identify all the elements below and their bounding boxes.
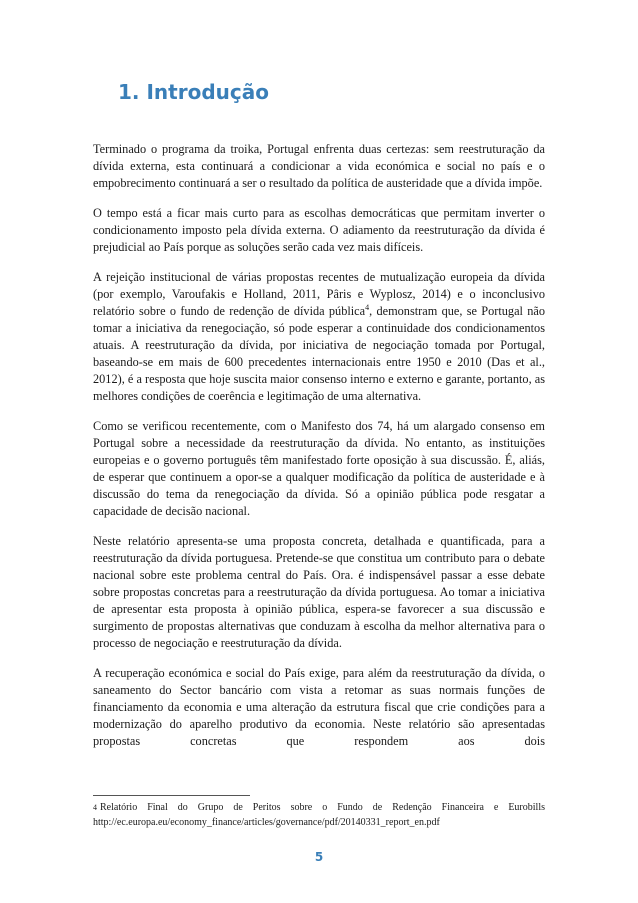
paragraph: Terminado o programa da troika, Portugal enfrenta duas certezas: sem reestruturação da dívida externa, esta continuará a condicionar a vida económica e social no país e o empobrecimento continuará a ser o resultado da política de austeridade que a dívida impõe. (93, 142, 545, 190)
footnote-text: Relatório Final do Grupo de Peritos sobre o Fundo de Redenção Financeira e Eurobills http://ec.europa.eu/economy_finance/articles/governance/pdf/20140331_report_en.pdf (93, 802, 545, 828)
body-text (93, 141, 545, 763)
page-number: 5 (314, 850, 324, 864)
section-heading: 1. Introdução (118, 80, 269, 104)
footnote-divider (93, 795, 250, 796)
paragraph-text: , demonstram que, se Portugal não tomar a iniciativa da renegociação, só pode esperar a continuidade dos condicionamentos atuais. A reestruturação da dívida, por iniciativa de negociação tomada por Portugal, baseando-se em mais de 600 precedentes internacionais entre 1950 e 2010 (Das et al., 2012), é a resposta que hoje suscita maior consenso interno e externo e garante, portanto, as melhores condições de coerência e legitimação de uma alternativa. (93, 304, 546, 403)
paragraph: Como se verificou recentemente, com o Manifesto dos 74, há um alargado consenso em Portugal sobre a necessidade da reestruturação da dívida. No entanto, as instituições europeias e o governo português têm manifestado forte oposição à sua discussão. É, aliás, de esperar que continuem a opor-se a qualquer modificação da política de austeridade e à discussão do tema da renegociação da dívida. Só a opinião pública pode resgatar a capacidade de decisão nacional. (93, 419, 545, 518)
footnote-number: 4 (93, 803, 97, 812)
footnote (93, 800, 545, 830)
paragraph: A recuperação económica e social do País exige, para além da reestruturação da dívida, o saneamento do Sector bancário com vista a retomar as suas normais funções de financiamento da economia e uma alteração da estrutura fiscal que crie condições para a modernização do aparelho produtivo da economia. Neste relatório são apresentadas propostas concretas que respondem aos dois (93, 666, 545, 748)
paragraph: O tempo está a ficar mais curto para as escolhas democráticas que permitam inverter o condicionamento imposto pela dívida externa. O adiamento da reestruturação da dívida é prejudicial ao País porque as soluções serão cada vez mais difíceis. (93, 206, 545, 254)
paragraph (93, 269, 545, 405)
footnote-reference[interactable]: 4 (365, 302, 370, 312)
paragraph-text: A rejeição institucional de várias propostas recentes de mutualização europeia da dívida (por exemplo, Varoufakis e Holland, 2011, Pâris e Wyplosz, 2014) e o inconclusivo relatório sobre o fundo de redenção de dívida pública (93, 270, 545, 318)
paragraph: Neste relatório apresenta-se uma proposta concreta, detalhada e quantificada, para a reestruturação da dívida portuguesa. Pretende-se que constitua um contributo para o debate nacional sobre este problema central do País. Ora. é indispensável passar a esse debate sobre propostas concretas para a reestruturação da dívida portuguesa. Ao tomar a iniciativa de apresentar esta proposta à opinião pública, espera-se favorecer a sua discussão e surgimento de propostas alternativas que conduzam à escolha da melhor alternativa para o processo de negociação e reestruturação da dívida. (93, 534, 545, 650)
